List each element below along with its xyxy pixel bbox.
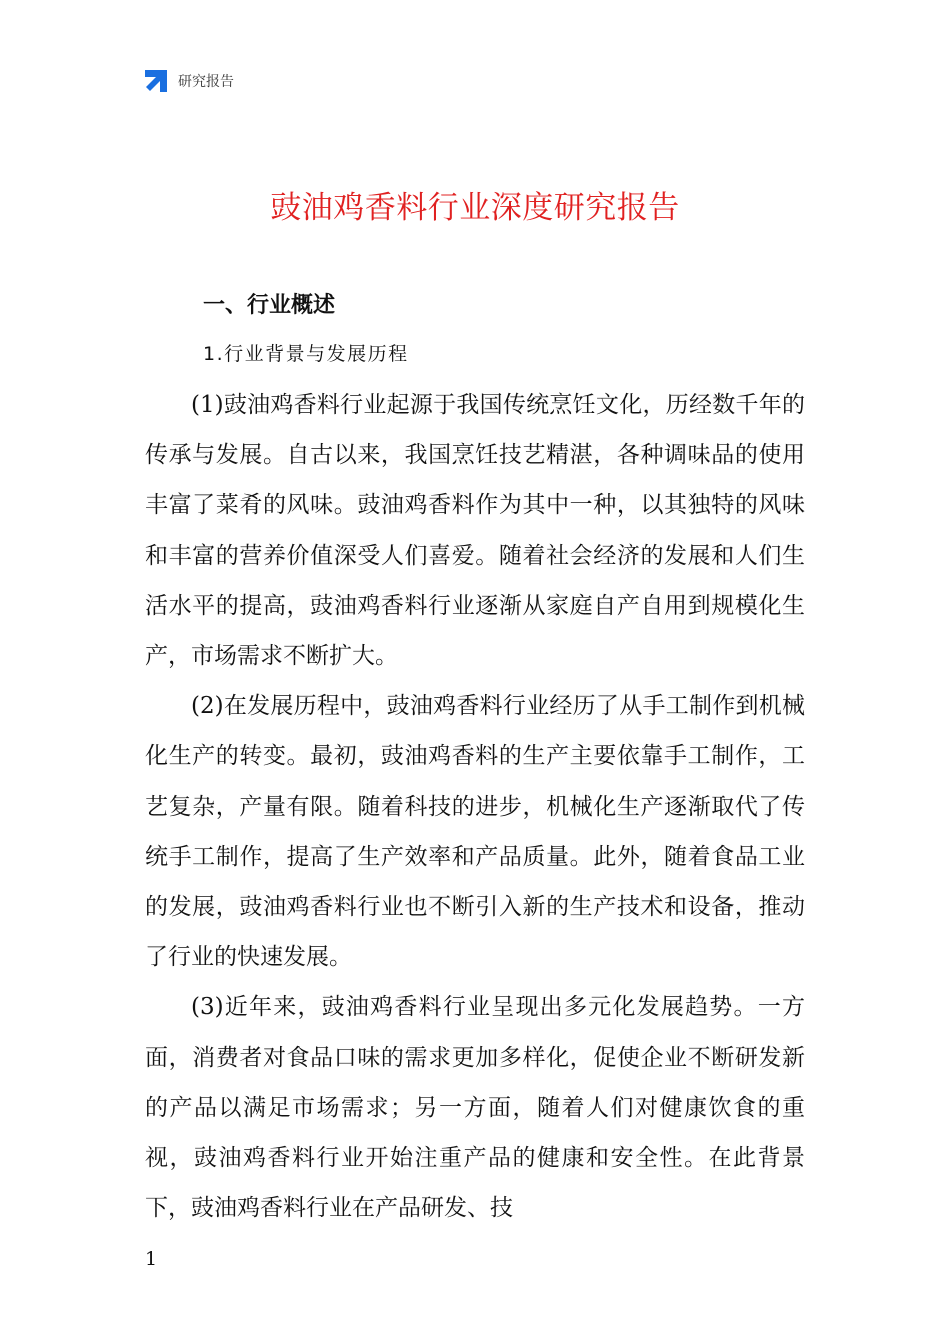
page-header <box>143 68 234 94</box>
body-text <box>145 380 805 1233</box>
paragraph: (3)近年来，豉油鸡香料行业呈现出多元化发展趋势。一方面，消费者对食品口味的需求更加多样化，促使企业不断研发新的产品以满足市场需求；另一方面，随着人们对健康饮食的重视，豉油鸡香料行业开始注重产品的健康和安全性。在此背景下，豉油鸡香料行业在产品研发、技 <box>145 994 805 1222</box>
document-title: 豉油鸡香料行业深度研究报告 <box>270 190 680 226</box>
header-label: 研究报告 <box>178 74 234 90</box>
section-heading: 一、行业概述 <box>203 293 336 318</box>
subsection-heading: 1.行业背景与发展历程 <box>203 343 409 365</box>
page-number: 1 <box>145 1248 158 1270</box>
paragraph: (2)在发展历程中，豉油鸡香料行业经历了从手工制作到机械化生产的转变。最初，豉油鸡香料的生产主要依靠手工制作，工艺复杂，产量有限。随着科技的进步，机械化生产逐渐取代了传统手工制作，提高了生产效率和产品质量。此外，随着食品工业的发展，豉油鸡香料行业也不断引入新的生产技术和设备，推动了行业的快速发展。 <box>145 693 805 971</box>
paragraph: (1)豉油鸡香料行业起源于我国传统烹饪文化，历经数千年的传承与发展。自古以来，我国烹饪技艺精湛，各种调味品的使用丰富了菜肴的风味。豉油鸡香料作为其中一种，以其独特的风味和丰富的营养价值深受人们喜爱。随着社会经济的发展和人们生活水平的提高，豉油鸡香料行业逐渐从家庭自产自用到规模化生产，市场需求不断扩大。 <box>145 392 805 670</box>
arrow-up-right-logo-icon <box>143 68 169 94</box>
